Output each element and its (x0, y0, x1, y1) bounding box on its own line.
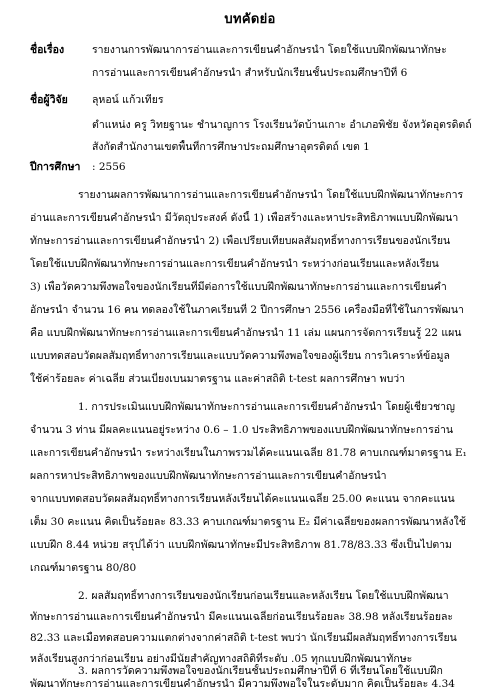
p4-line: 3. ผลการวัดความพึงพอใจของนักเรียนชั้นประถมศึกษาปีที่ 6 ที่เรียนโดยใช้แบบฝึก (78, 665, 443, 677)
p1-line: อักษรนำ จำนวน 16 คน ทดลองใช้ในภาคเรียนที่ 2 ปีการศึกษา 2556 เครื่องมือที่ใช้ในการพัฒนา (30, 304, 464, 316)
p3-line: หลังเรียนสูงกว่าก่อนเรียน อย่างมีนัยสำคัญทางสถิติที่ระดับ .05 ทุกแบบฝึกพัฒนาทักษะ (30, 653, 413, 665)
p3-line: 2. ผลสัมฤทธิ์ทางการเรียนของนักเรียนก่อนเรียนและหลังเรียน โดยใช้แบบฝึกพัฒนา (78, 590, 449, 602)
p3-line: ทักษะการอ่านและการเขียนคำอักษรนำ มีคะแนนเฉลี่ยก่อนเรียนร้อยละ 38.98 หลังเรียนร้อยละ (30, 611, 454, 623)
subject-line-1: รายงานการพัฒนาการอ่านและการเขียนคำอักษรนำ โดยใช้แบบฝึกพัฒนาทักษะ (92, 44, 447, 56)
p1-line: แบบทดสอบวัดผลสัมฤทธิ์ทางการเรียนและแบบวัดความพึงพอใจของผู้เรียน การวิเคราะห์ข้อมูล (30, 350, 450, 362)
p2-line: 1. การประเมินแบบฝึกพัฒนาทักษะการอ่านและการเขียนคำอักษรนำ โดยผู้เชี่ยวชาญ (78, 401, 455, 413)
p2-line: ผลการหาประสิทธิภาพของแบบฝึกพัฒนาทักษะการอ่านและการเขียนคำอักษรนำ (30, 470, 387, 482)
p1-line: 3) เพื่อวัดความพึงพอใจของนักเรียนที่มีต่อการใช้แบบฝึกพัฒนาทักษะการอ่านและการเขียนคำ (30, 281, 447, 293)
p2-line: จากแบบทดสอบวัดผลสัมฤทธิ์ทางการเรียนหลังเรียนได้คะแนนเฉลี่ย 25.00 คะแนน จากคะแนน (30, 493, 455, 505)
p3-line: 82.33 และเมื่อทดสอบความแตกต่างจากค่าสถิติ t-test พบว่า นักเรียนมีผลสัมฤทธิ์ทางการเรียน (30, 632, 457, 644)
author-label: ชื่อผู้วิจัย (30, 94, 68, 106)
p2-line: เกณฑ์มาตรฐาน 80/80 (30, 562, 137, 574)
p1-line: คือ แบบฝึกพัฒนาทักษะการอ่านและการเขียนคำอักษรนำ 11 เล่ม แผนการจัดการเรียนรู้ 22 แผน (30, 327, 462, 339)
p2-line: และการเขียนคำอักษรนำ ระหว่างเรียนในภาพรวมได้คะแนนเฉลี่ย 81.78 คาบเกณฑ์มาตรฐาน E₁ (30, 447, 467, 459)
p1-line: ทักษะการอ่านและการเขียนคำอักษรนำ 2) เพื่อเปรียบเทียบผลสัมฤทธิ์ทางการเรียนของนักเรียน (30, 235, 451, 247)
author-position: ตำแหน่ง ครู วิทยฐานะ ชำนาญการ โรงเรียนวัดบ้านเกาะ อำเภอพิชัย จังหวัดอุตรดิตถ์ (92, 119, 472, 131)
p1-line: โดยใช้แบบฝึกพัฒนาทักษะการอ่านและการเขียนคำอักษรนำ ระหว่างก่อนเรียนและหลังเรียน (30, 258, 439, 270)
subject-line-2: การอ่านและการเขียนคำอักษรนำ สำหรับนักเรียนชั้นประถมศึกษาปีที่ 6 (92, 67, 408, 79)
p1-line: อ่านและการเขียนคำอักษรนำ มีวัตถุประสงค์ ดังนี้ 1) เพื่อสร้างและหาประสิทธิภาพแบบฝึกพัฒนา (30, 212, 459, 224)
year-value: : 2556 (92, 161, 126, 173)
author-name: ลุหอน์ แก้วเทียร (92, 94, 164, 106)
p1-line: ใช้ค่าร้อยละ ค่าเฉลี่ย ส่วนเบี่ยงเบนมาตรฐาน และค่าสถิติ t-test ผลการศึกษา พบว่า (30, 373, 406, 385)
author-affiliation: สังกัดสำนักงานเขตพื้นที่การศึกษาประถมศึกษาอุตรดิตถ์ เขต 1 (92, 141, 370, 153)
p1-line: รายงานผลการพัฒนาการอ่านและการเขียนคำอักษรนำ โดยใช้แบบฝึกพัฒนาทักษะการ (78, 189, 464, 201)
year-label: ปีการศึกษา (30, 161, 81, 173)
abstract-title: บทคัดย่อ (224, 12, 276, 27)
p4-line: พัฒนาทักษะการอ่านและการเขียนคำอักษรนำ มีความพึงพอใจในระดับมาก คิดเป็นร้อยละ 4.34 (30, 678, 455, 690)
subject-label: ชื่อเรื่อง (30, 44, 65, 56)
p2-line: จำนวน 3 ท่าน มีผลคะแนนอยู่ระหว่าง 0.6 – 1.0 ประสิทธิภาพของแบบฝึกพัฒนาทักษะการอ่าน (30, 424, 454, 436)
p2-line: แบบฝึก 8.44 หน่วย สรุปได้ว่า แบบฝึกพัฒนาทักษะมีประสิทธิภาพ 81.78/83.33 ซึ่งเป็นไปตาม (30, 539, 452, 551)
p2-line: เต็ม 30 คะแนน คิดเป็นร้อยละ 83.33 คาบเกณฑ์มาตรฐาน E₂ มีค่าเฉลี่ยของผลการพัฒนาหลังใช้ (30, 516, 466, 528)
